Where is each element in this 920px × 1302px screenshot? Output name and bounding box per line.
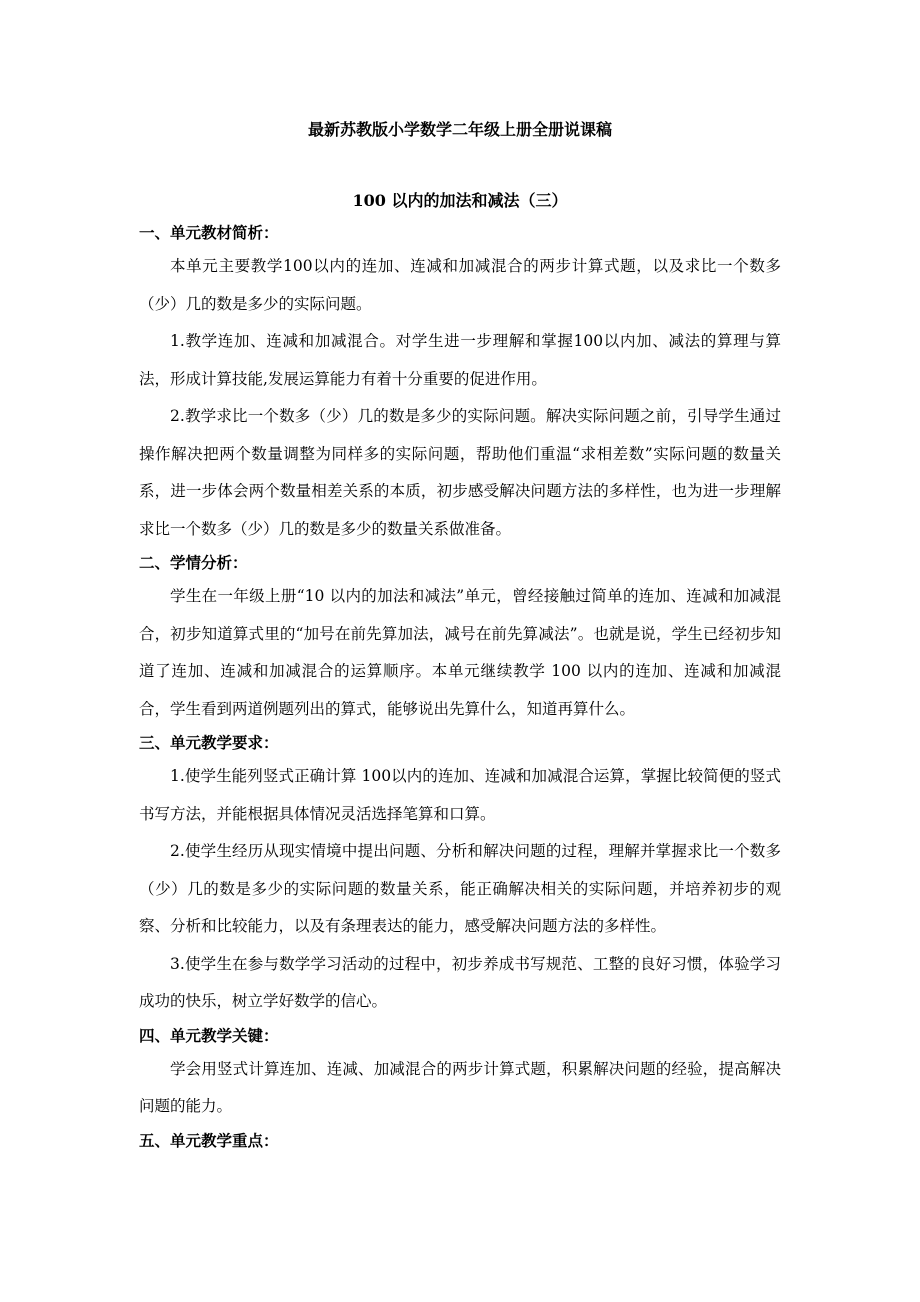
paragraph: 2.教学求比一个数多（少）几的数是多少的实际问题。解决实际问题之前，引导学生通过操作解决把两个数量调整为同样多的实际问题，帮助他们重温“求相差数”实际问题的数量关系，进一步体会两个数量相差关系的本质，初步感受解决问题方法的多样性，也为进一步理解求比一个数多（少）几的数是多少的数量关系做准备。 <box>139 407 781 538</box>
section-heading: 二、学情分析： <box>139 553 248 572</box>
paragraph: 1.教学连加、连减和加减混合。对学生进一步理解和掌握100以内加、减法的算理与算法，形成计算技能,发展运算能力有着十分重要的促进作用。 <box>139 332 781 388</box>
section-heading: 一、单元教材简析： <box>139 223 279 242</box>
paragraph: 学会用竖式计算连加、连减、加减混合的两步计算式题，积累解决问题的经验，提高解决问题的能力。 <box>139 1059 781 1115</box>
paragraph: 1.使学生能列竖式正确计算 100以内的连加、连减和加减混合运算，掌握比较简便的竖式书写方法，并能根据具体情况灵活选择笔算和口算。 <box>139 767 781 823</box>
paragraph: 2.使学生经历从现实情境中提出问题、分析和解决问题的过程，理解并掌握求比一个数多（少）几的数是多少的实际问题的数量关系，能正确解决相关的实际问题，并培养初步的观察、分析和比较能力，以及有条理表达的能力，感受解决问题方法的多样性。 <box>139 842 781 935</box>
paragraph: 3.使学生在参与数学学习活动的过程中，初步养成书写规范、工整的良好习惯，体验学习成功的快乐，树立学好数学的信心。 <box>139 954 781 1010</box>
document-title: 最新苏教版小学数学二年级上册全册说课稿 <box>307 120 612 139</box>
document-body <box>139 220 781 1154</box>
unit-title: 100 以内的加法和减法（三） <box>352 191 568 210</box>
section-heading: 三、单元教学要求： <box>139 733 279 752</box>
paragraph: 学生在一年级上册“10 以内的加法和减法”单元，曾经接触过简单的连加、连减和加减混合，初步知道算式里的“加号在前先算加法，减号在前先算减法”。也就是说，学生已经初步知道了连加、连减和加减混合的运算顺序。本单元继续教学 100 以内的连加、连减和加减混合，学生看到两道例题列出的算式，能够说出先算什么，知道再算什么。 <box>139 587 781 718</box>
section-heading: 四、单元教学关键： <box>139 1025 279 1045</box>
paragraph: 本单元主要教学100以内的连加、连减和加减混合的两步计算式题，以及求比一个数多（少）几的数是多少的实际问题。 <box>139 257 781 313</box>
section-heading: 五、单元教学重点： <box>139 1130 279 1150</box>
